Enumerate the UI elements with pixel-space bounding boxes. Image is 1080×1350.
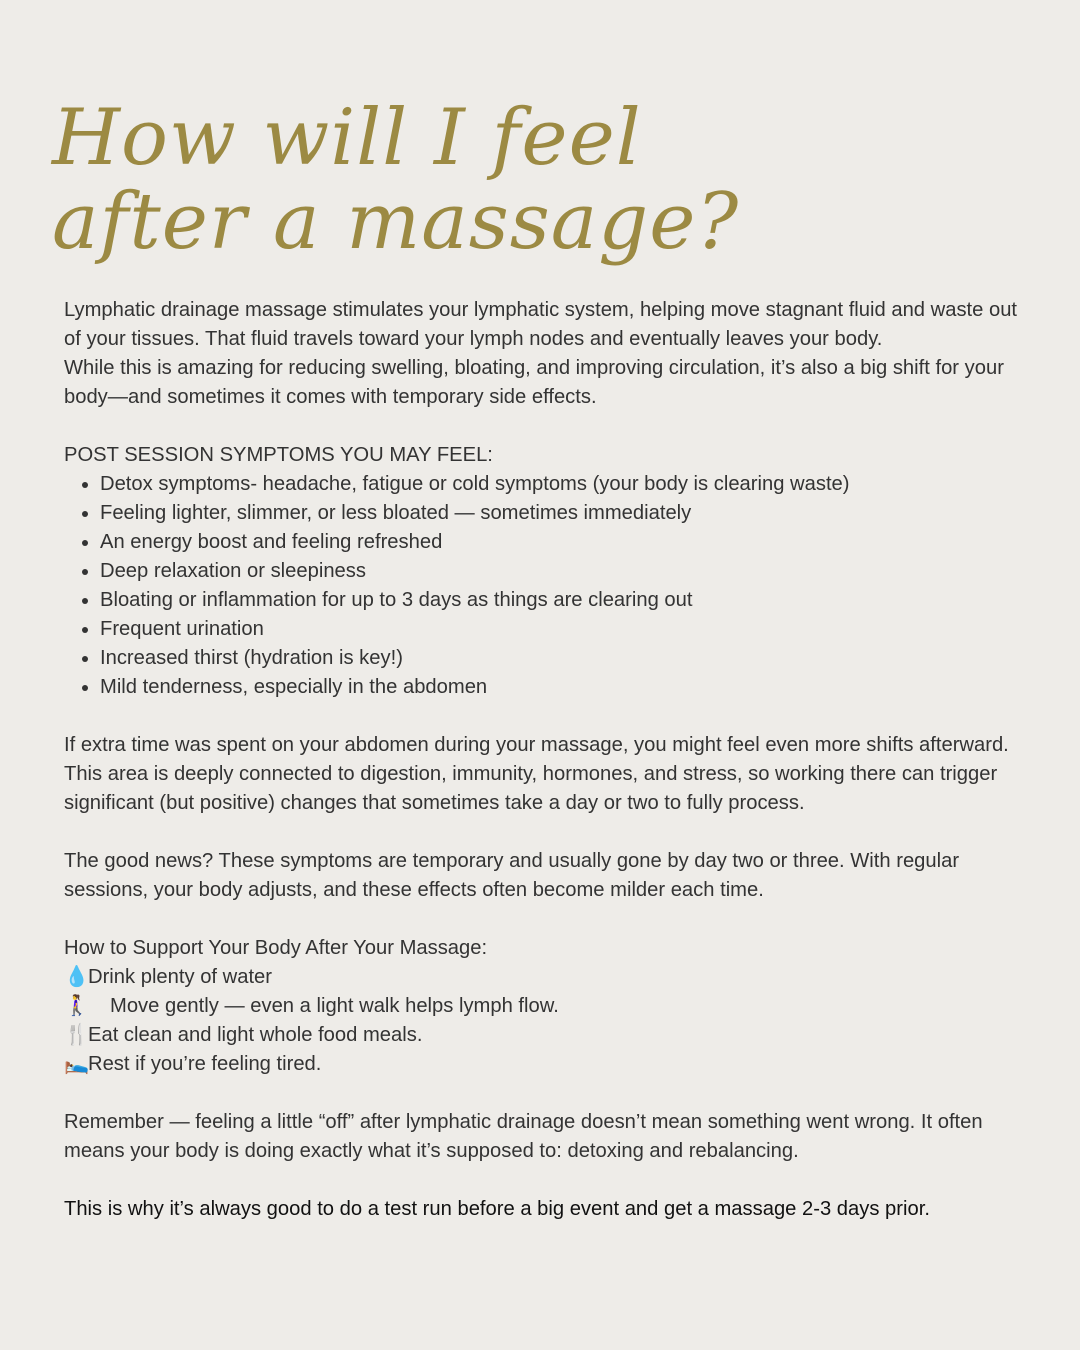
spacer xyxy=(64,905,1024,934)
spacer xyxy=(64,1079,1024,1108)
intro-paragraph-1: Lymphatic drainage massage stimulates your lymphatic system, helping move stagnant fluid and waste out of your tissues. That fluid travels toward your lymph nodes and eventually leaves your body. xyxy=(64,299,1018,350)
support-item-text: Rest if you’re feeling tired. xyxy=(88,1053,322,1075)
symptoms-heading: POST SESSION SYMPTOMS YOU MAY FEEL: xyxy=(64,444,493,466)
spacer xyxy=(64,818,1024,847)
symptom-item: • Mild tenderness, especially in the abdomen xyxy=(100,673,1024,702)
final-paragraph: This is why it’s always good to do a test run before a big event and get a massage 2-3 days prior. xyxy=(64,1198,930,1220)
page-title-line-1: How will I feel xyxy=(52,93,642,183)
symptom-item: • Bloating or inflammation for up to 3 days as things are clearing out xyxy=(100,586,1024,615)
page-title xyxy=(52,93,740,267)
symptom-item: • Frequent urination xyxy=(100,615,1024,644)
symptom-item: • Increased thirst (hydration is key!) xyxy=(100,644,1024,673)
support-item-water xyxy=(64,963,1024,992)
symptom-item: • Feeling lighter, slimmer, or less bloated — sometimes immediately xyxy=(100,499,1024,528)
remember-paragraph: Remember — feeling a little “off” after lymphatic drainage doesn’t mean something went wrong. It often means your body is doing exactly what it’s supposed to: detoxing and rebalancing. xyxy=(64,1111,983,1162)
support-item-rest xyxy=(64,1050,1024,1079)
intro-paragraph-2: While this is amazing for reducing swelling, bloating, and improving circulation, it’s also a big shift for your body—and sometimes it comes with temporary side effects. xyxy=(64,357,1004,408)
support-item-text: Drink plenty of water xyxy=(88,966,273,988)
spacer xyxy=(64,1166,1024,1195)
support-item-text: Eat clean and light whole food meals. xyxy=(88,1024,423,1046)
support-item-eat xyxy=(64,1021,1024,1050)
spacer xyxy=(64,702,1024,731)
spacer xyxy=(64,412,1024,441)
walking-woman-icon: 🚶‍♀️ xyxy=(64,995,90,1017)
good-news-paragraph: The good news? These symptoms are temporary and usually gone by day two or three. With regular sessions, your body adjusts, and these effects often become milder each time. xyxy=(64,850,960,901)
symptom-item: • Detox symptoms- headache, fatigue or cold symptoms (your body is clearing waste) xyxy=(100,470,1024,499)
water-drop-icon: 💧 xyxy=(64,966,90,988)
support-item-move xyxy=(64,992,1024,1021)
symptom-item: • Deep relaxation or sleepiness xyxy=(100,557,1024,586)
symptom-item: • An energy boost and feeling refreshed xyxy=(100,528,1024,557)
fork-knife-icon: 🍴 xyxy=(64,1024,90,1046)
person-in-bed-icon: 🛌 xyxy=(64,1053,90,1075)
page-title-line-2: after a massage? xyxy=(52,177,740,267)
abdomen-paragraph: If extra time was spent on your abdomen during your massage, you might feel even more shifts afterward. This area is deeply connected to digestion, immunity, hormones, and stress, so working there can trigger significant (but positive) changes that sometimes take a day or two to fully process. xyxy=(64,734,1009,814)
support-heading: How to Support Your Body After Your Massage: xyxy=(64,937,488,959)
support-item-text: Move gently — even a light walk helps lymph flow. xyxy=(110,995,559,1017)
symptoms-list xyxy=(64,470,1024,702)
article-body xyxy=(64,296,1024,1224)
